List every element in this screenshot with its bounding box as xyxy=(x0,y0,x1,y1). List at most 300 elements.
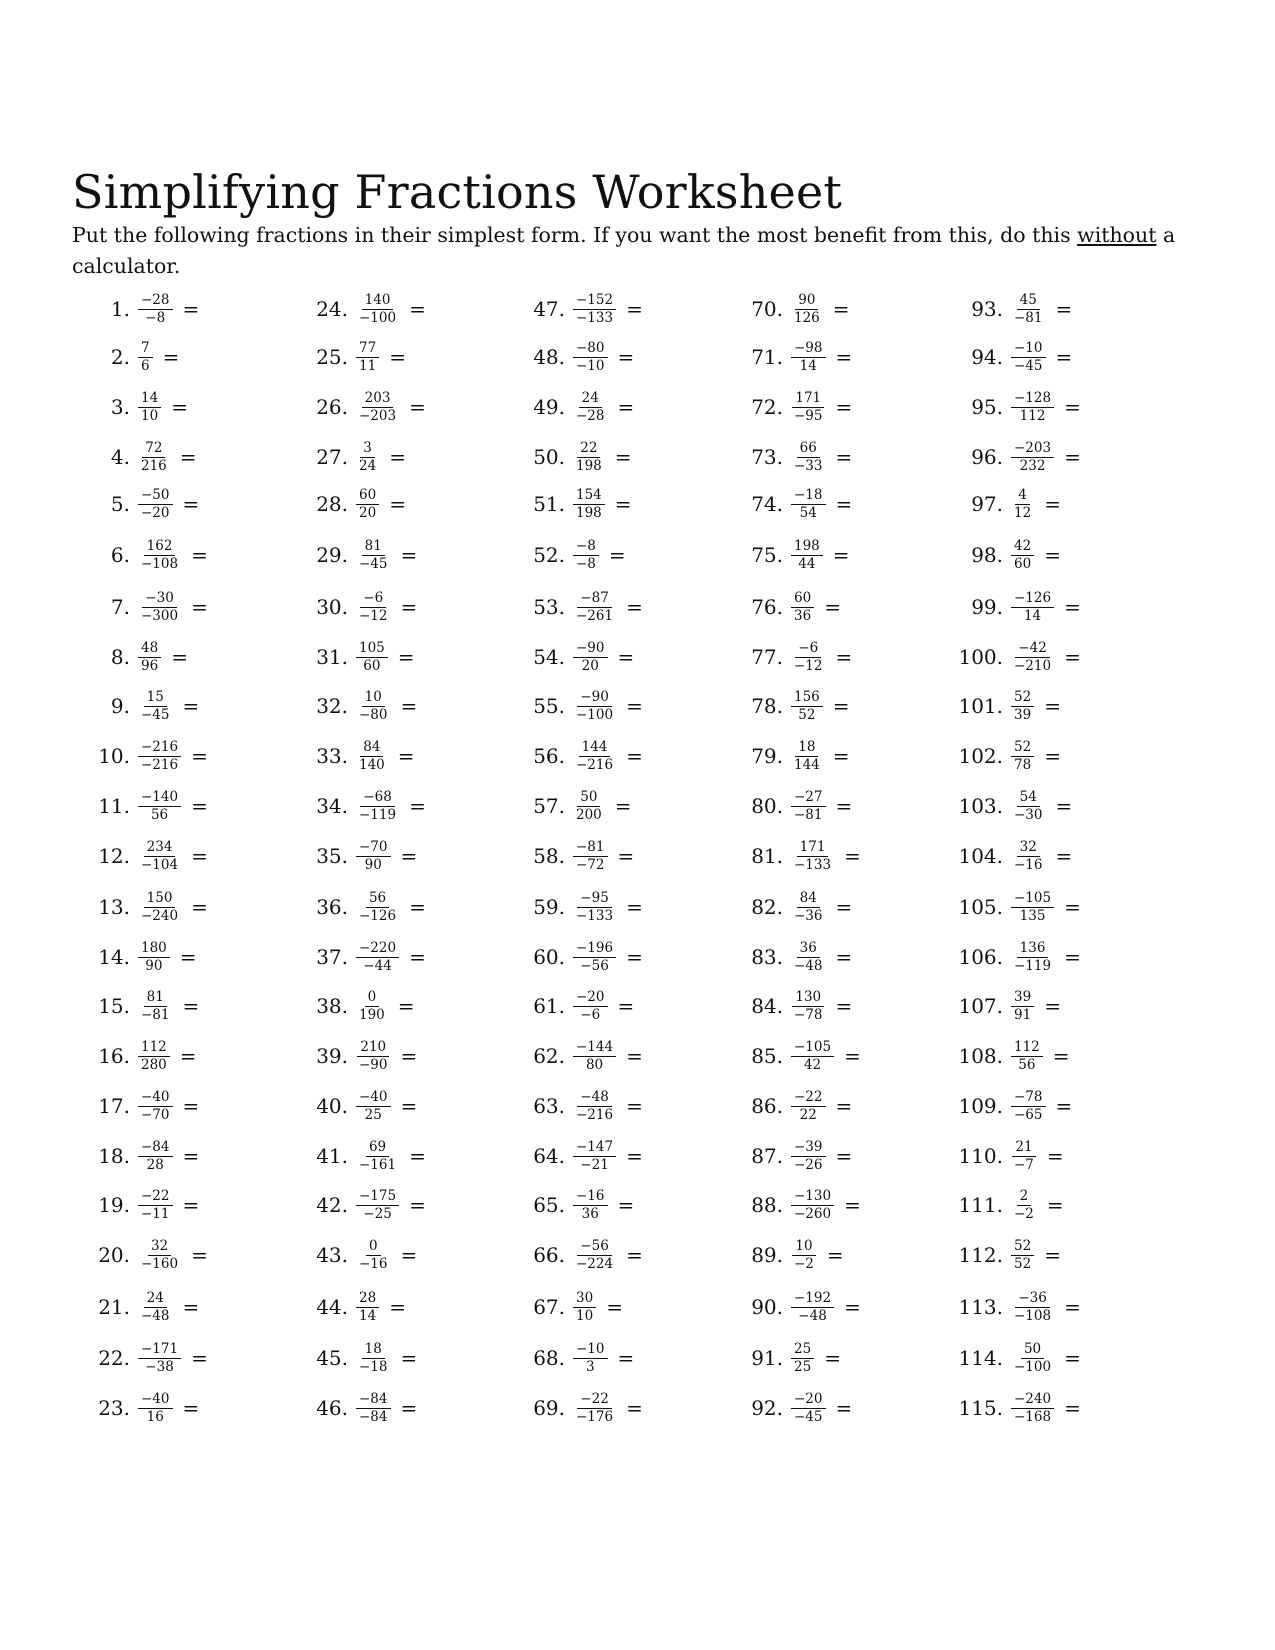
problem-item xyxy=(940,1235,1061,1275)
fraction xyxy=(1011,539,1034,572)
fraction xyxy=(356,1040,391,1073)
problem-item xyxy=(80,686,199,726)
denominator: −33 xyxy=(794,457,823,474)
fraction xyxy=(791,391,826,424)
equals-sign: = xyxy=(409,895,426,919)
equals-sign: = xyxy=(606,1295,623,1319)
problem-number: 61. xyxy=(533,994,565,1018)
problem-item xyxy=(298,1036,417,1076)
problem-item xyxy=(515,535,626,575)
equals-sign: = xyxy=(626,895,643,919)
numerator: 21 xyxy=(1012,1140,1035,1157)
problem-number: 102. xyxy=(958,744,1003,768)
numerator: −40 xyxy=(138,1090,173,1107)
fraction xyxy=(356,1140,399,1173)
numerator: −147 xyxy=(573,1140,616,1157)
numerator: −6 xyxy=(360,591,386,608)
fraction xyxy=(791,341,826,374)
equals-sign: = xyxy=(191,543,208,567)
problem-number: 83. xyxy=(751,945,783,969)
numerator: 60 xyxy=(356,488,379,505)
equals-sign: = xyxy=(400,543,418,567)
denominator: −8 xyxy=(576,555,596,572)
fraction xyxy=(356,1291,379,1324)
denominator: −95 xyxy=(794,407,823,424)
fraction xyxy=(573,488,605,521)
fraction xyxy=(791,641,826,674)
numerator: −36 xyxy=(1015,1291,1050,1308)
numerator: 45 xyxy=(1017,293,1040,310)
problem-number: 95. xyxy=(971,395,1003,419)
numerator: 234 xyxy=(144,840,176,857)
fraction xyxy=(138,941,170,974)
numerator: 84 xyxy=(797,891,820,908)
equals-sign: = xyxy=(400,844,418,868)
problem-number: 28. xyxy=(316,492,348,516)
numerator: −84 xyxy=(138,1140,173,1157)
equals-sign: = xyxy=(409,1193,426,1217)
fraction xyxy=(791,539,823,572)
problem-item xyxy=(733,686,850,726)
problem-item xyxy=(733,1235,844,1275)
numerator: −20 xyxy=(791,1392,826,1409)
denominator: −119 xyxy=(1014,957,1052,974)
problem-number: 63. xyxy=(533,1094,565,1118)
equals-sign: = xyxy=(389,445,406,469)
equals-sign: = xyxy=(844,1044,861,1068)
problem-item xyxy=(940,1136,1064,1176)
fraction xyxy=(356,1189,399,1222)
problem-item xyxy=(733,1388,852,1428)
fraction xyxy=(791,990,826,1023)
numerator: 69 xyxy=(366,1140,389,1157)
numerator: −80 xyxy=(573,341,608,358)
equals-sign: = xyxy=(626,1094,643,1118)
problem-item xyxy=(80,887,208,927)
fraction xyxy=(573,1189,608,1222)
numerator: −240 xyxy=(1011,1392,1054,1409)
equals-sign: = xyxy=(179,945,197,969)
denominator: −25 xyxy=(363,1205,392,1222)
problem-item xyxy=(733,937,852,977)
problem-number: 104. xyxy=(958,844,1003,868)
denominator: 36 xyxy=(794,607,812,624)
fraction xyxy=(356,441,379,474)
problem-number: 40. xyxy=(316,1094,348,1118)
denominator: −216 xyxy=(141,756,179,773)
denominator: −176 xyxy=(576,1408,614,1425)
equals-sign: = xyxy=(1064,445,1081,469)
problem-item xyxy=(940,1338,1081,1378)
numerator: 150 xyxy=(144,891,176,908)
problem-number: 45. xyxy=(316,1346,348,1370)
problem-item xyxy=(515,484,632,524)
problem-item xyxy=(515,289,643,329)
numerator: −56 xyxy=(577,1239,612,1256)
denominator: −80 xyxy=(359,706,388,723)
problem-item xyxy=(733,986,852,1026)
problem-item xyxy=(298,484,406,524)
fraction xyxy=(791,1291,834,1324)
problem-item xyxy=(515,387,634,427)
problem-number: 23. xyxy=(98,1396,130,1420)
equals-sign: = xyxy=(400,1346,418,1370)
equals-sign: = xyxy=(409,395,426,419)
numerator: −22 xyxy=(577,1392,612,1409)
equals-sign: = xyxy=(835,445,853,469)
fraction xyxy=(573,740,616,773)
problem-item xyxy=(940,1036,1070,1076)
fraction xyxy=(356,690,391,723)
problem-item xyxy=(80,484,199,524)
problem-number: 70. xyxy=(751,297,783,321)
numerator: −78 xyxy=(1011,1090,1046,1107)
numerator: 112 xyxy=(138,1040,170,1057)
fraction xyxy=(1011,790,1046,823)
problem-item xyxy=(80,986,199,1026)
numerator: −28 xyxy=(138,293,173,310)
problem-number: 39. xyxy=(316,1044,348,1068)
problem-number: 12. xyxy=(98,844,130,868)
denominator: −48 xyxy=(794,957,823,974)
problem-number: 44. xyxy=(316,1295,348,1319)
instructions-text-end: a calculator. xyxy=(72,223,1176,278)
numerator: 180 xyxy=(138,941,170,958)
problem-item xyxy=(298,686,417,726)
problem-number: 4. xyxy=(110,445,130,469)
fraction xyxy=(138,840,181,873)
numerator: −216 xyxy=(138,740,181,757)
denominator: −216 xyxy=(576,756,614,773)
problem-item xyxy=(80,836,208,876)
problem-item xyxy=(298,1136,426,1176)
fraction xyxy=(356,1392,391,1425)
denominator: 6 xyxy=(141,357,150,374)
equals-sign: = xyxy=(844,1295,861,1319)
equals-sign: = xyxy=(832,297,850,321)
problem-number: 19. xyxy=(98,1193,130,1217)
problem-item xyxy=(298,637,415,677)
numerator: 42 xyxy=(1011,539,1034,556)
equals-sign: = xyxy=(171,395,188,419)
denominator: −2 xyxy=(1014,1205,1034,1222)
numerator: −42 xyxy=(1015,641,1050,658)
equals-sign: = xyxy=(1064,1396,1081,1420)
fraction xyxy=(791,840,834,873)
denominator: 14 xyxy=(359,1307,377,1324)
problem-item xyxy=(515,587,643,627)
denominator: −11 xyxy=(141,1205,170,1222)
equals-sign: = xyxy=(191,794,208,818)
problem-number: 84. xyxy=(751,994,783,1018)
problem-number: 24. xyxy=(316,297,348,321)
denominator: −78 xyxy=(794,1006,823,1023)
problem-item xyxy=(80,1235,208,1275)
equals-sign: = xyxy=(626,297,643,321)
problem-number: 42. xyxy=(316,1193,348,1217)
problem-number: 97. xyxy=(971,492,1003,516)
numerator: −6 xyxy=(795,641,821,658)
equals-sign: = xyxy=(1064,645,1081,669)
numerator: −220 xyxy=(356,941,399,958)
numerator: 203 xyxy=(362,391,394,408)
problem-number: 50. xyxy=(533,445,565,469)
fraction xyxy=(791,1189,834,1222)
denominator: 126 xyxy=(794,309,820,326)
problem-item xyxy=(940,535,1061,575)
equals-sign: = xyxy=(614,794,632,818)
problem-number: 113. xyxy=(958,1295,1003,1319)
fraction xyxy=(138,1140,173,1173)
problem-number: 69. xyxy=(533,1396,565,1420)
equals-sign: = xyxy=(397,645,415,669)
equals-sign: = xyxy=(614,492,632,516)
fraction xyxy=(138,441,170,474)
denominator: −161 xyxy=(359,1156,397,1173)
equals-sign: = xyxy=(626,595,643,619)
equals-sign: = xyxy=(835,1094,853,1118)
fraction xyxy=(791,293,823,326)
numerator: 32 xyxy=(148,1239,171,1256)
problem-item xyxy=(298,337,406,377)
problem-item xyxy=(298,887,426,927)
denominator: 144 xyxy=(794,756,820,773)
problem-item xyxy=(80,1036,197,1076)
problem-item xyxy=(80,1136,199,1176)
numerator: 36 xyxy=(797,941,820,958)
problem-item xyxy=(298,1287,406,1327)
numerator: 66 xyxy=(797,441,820,458)
problem-number: 13. xyxy=(98,895,130,919)
numerator: 25 xyxy=(791,1342,814,1359)
equals-sign: = xyxy=(182,694,200,718)
problem-item xyxy=(298,736,415,776)
equals-sign: = xyxy=(1044,694,1061,718)
problem-item xyxy=(515,686,643,726)
numerator: −128 xyxy=(1011,391,1054,408)
problem-number: 101. xyxy=(958,694,1003,718)
equals-sign: = xyxy=(409,1144,426,1168)
equals-sign: = xyxy=(400,694,418,718)
problem-number: 100. xyxy=(958,645,1003,669)
problem-item xyxy=(940,337,1072,377)
problem-item xyxy=(733,289,850,329)
fraction xyxy=(138,1342,181,1375)
fraction xyxy=(1011,488,1034,521)
problem-item xyxy=(515,337,634,377)
equals-sign: = xyxy=(626,694,643,718)
problem-number: 18. xyxy=(98,1144,130,1168)
equals-sign: = xyxy=(182,1193,200,1217)
numerator: 32 xyxy=(1017,840,1040,857)
problem-number: 58. xyxy=(533,844,565,868)
denominator: −16 xyxy=(359,1255,388,1272)
denominator: 42 xyxy=(803,1056,822,1073)
equals-sign: = xyxy=(400,1094,418,1118)
equals-sign: = xyxy=(617,844,635,868)
numerator: −175 xyxy=(356,1189,399,1206)
equals-sign: = xyxy=(626,1396,643,1420)
fraction xyxy=(791,591,814,624)
equals-sign: = xyxy=(608,543,626,567)
problem-number: 35. xyxy=(316,844,348,868)
denominator: −12 xyxy=(794,657,823,674)
problem-number: 41. xyxy=(316,1144,348,1168)
denominator: 28 xyxy=(146,1156,164,1173)
denominator: 12 xyxy=(1014,504,1032,521)
numerator: 112 xyxy=(1011,1040,1043,1057)
denominator: −240 xyxy=(141,907,179,924)
problem-number: 30. xyxy=(316,595,348,619)
denominator: 52 xyxy=(798,706,816,723)
problem-number: 32. xyxy=(316,694,348,718)
problem-number: 74. xyxy=(751,492,783,516)
equals-sign: = xyxy=(1055,1094,1073,1118)
numerator: 24 xyxy=(144,1291,167,1308)
equals-sign: = xyxy=(1046,1144,1064,1168)
equals-sign: = xyxy=(835,645,853,669)
numerator: −95 xyxy=(577,891,612,908)
equals-sign: = xyxy=(389,345,406,369)
fraction xyxy=(1011,840,1046,873)
fraction xyxy=(573,1342,608,1375)
fraction xyxy=(573,591,616,624)
denominator: −26 xyxy=(794,1156,823,1173)
problem-item xyxy=(298,937,426,977)
fraction xyxy=(1011,1239,1034,1272)
denominator: 20 xyxy=(581,657,599,674)
problem-number: 71. xyxy=(751,345,783,369)
denominator: −44 xyxy=(363,957,392,974)
fraction xyxy=(356,740,388,773)
problem-item xyxy=(515,1036,643,1076)
equals-sign: = xyxy=(617,645,635,669)
problem-number: 98. xyxy=(971,543,1003,567)
equals-sign: = xyxy=(626,1044,643,1068)
fraction xyxy=(138,488,173,521)
fraction xyxy=(1011,391,1054,424)
numerator: −8 xyxy=(573,539,599,556)
equals-sign: = xyxy=(397,994,415,1018)
equals-sign: = xyxy=(844,1193,861,1217)
problem-number: 78. xyxy=(751,694,783,718)
problem-item xyxy=(298,1235,417,1275)
problem-item xyxy=(515,836,634,876)
fraction xyxy=(138,341,153,374)
numerator: −81 xyxy=(573,840,608,857)
denominator: −38 xyxy=(145,1358,174,1375)
denominator: 90 xyxy=(145,957,163,974)
equals-sign: = xyxy=(182,1295,200,1319)
denominator: 36 xyxy=(581,1205,599,1222)
problem-item xyxy=(298,535,417,575)
problem-number: 96. xyxy=(971,445,1003,469)
numerator: −20 xyxy=(573,990,608,1007)
equals-sign: = xyxy=(191,595,208,619)
denominator: −45 xyxy=(141,706,170,723)
numerator: 171 xyxy=(797,840,829,857)
fraction xyxy=(356,391,399,424)
equals-sign: = xyxy=(1046,1193,1064,1217)
fraction xyxy=(138,591,181,624)
instructions-text: Put the following fractions in their simplest form. If you want the most benefit from this, do this xyxy=(72,223,1078,247)
fraction xyxy=(138,1291,173,1324)
denominator: 56 xyxy=(150,806,169,823)
fraction xyxy=(791,690,823,723)
numerator: −84 xyxy=(356,1392,391,1409)
numerator: −105 xyxy=(791,1040,834,1057)
fraction xyxy=(573,941,616,974)
numerator: 10 xyxy=(792,1239,815,1256)
denominator: −133 xyxy=(794,856,832,873)
problem-number: 90. xyxy=(751,1295,783,1319)
equals-sign: = xyxy=(1052,1044,1070,1068)
problem-number: 26. xyxy=(316,395,348,419)
numerator: −90 xyxy=(573,641,608,658)
numerator: 81 xyxy=(144,990,167,1007)
denominator: −45 xyxy=(794,1408,823,1425)
fraction xyxy=(1011,1392,1054,1425)
problem-number: 91. xyxy=(751,1346,783,1370)
denominator: −100 xyxy=(1014,1358,1052,1375)
denominator: 56 xyxy=(1018,1056,1036,1073)
numerator: −10 xyxy=(573,1342,608,1359)
numerator: −130 xyxy=(791,1189,834,1206)
denominator: −108 xyxy=(1014,1307,1052,1324)
denominator: 24 xyxy=(359,457,377,474)
problem-number: 47. xyxy=(533,297,565,321)
fraction xyxy=(356,840,391,873)
problem-item xyxy=(940,289,1072,329)
equals-sign: = xyxy=(1064,595,1081,619)
denominator: 78 xyxy=(1014,756,1032,773)
problem-item xyxy=(515,1235,643,1275)
problem-number: 46. xyxy=(316,1396,348,1420)
equals-sign: = xyxy=(826,1243,844,1267)
denominator: −8 xyxy=(145,309,166,326)
problem-item xyxy=(733,1036,861,1076)
equals-sign: = xyxy=(171,645,188,669)
denominator: −6 xyxy=(580,1006,601,1023)
problem-item xyxy=(298,836,417,876)
denominator: −81 xyxy=(1014,309,1043,326)
fraction xyxy=(573,1239,616,1272)
problem-number: 67. xyxy=(533,1295,565,1319)
equals-sign: = xyxy=(1064,1346,1081,1370)
equals-sign: = xyxy=(389,492,406,516)
problem-number: 77. xyxy=(751,645,783,669)
equals-sign: = xyxy=(1064,945,1081,969)
equals-sign: = xyxy=(400,595,418,619)
problem-item xyxy=(733,535,850,575)
equals-sign: = xyxy=(1055,794,1073,818)
problem-number: 9. xyxy=(110,694,130,718)
fraction xyxy=(791,441,826,474)
denominator: −65 xyxy=(1014,1106,1043,1123)
problem-number: 111. xyxy=(958,1193,1003,1217)
problem-item xyxy=(733,1287,861,1327)
problem-item xyxy=(298,1338,417,1378)
numerator: 50 xyxy=(1021,1342,1044,1359)
equals-sign: = xyxy=(1064,895,1081,919)
denominator: 216 xyxy=(141,457,167,474)
problem-number: 87. xyxy=(751,1144,783,1168)
equals-sign: = xyxy=(824,595,841,619)
problem-item xyxy=(515,1388,643,1428)
numerator: 52 xyxy=(1011,740,1034,757)
fraction xyxy=(573,690,616,723)
fraction xyxy=(1011,1189,1037,1222)
